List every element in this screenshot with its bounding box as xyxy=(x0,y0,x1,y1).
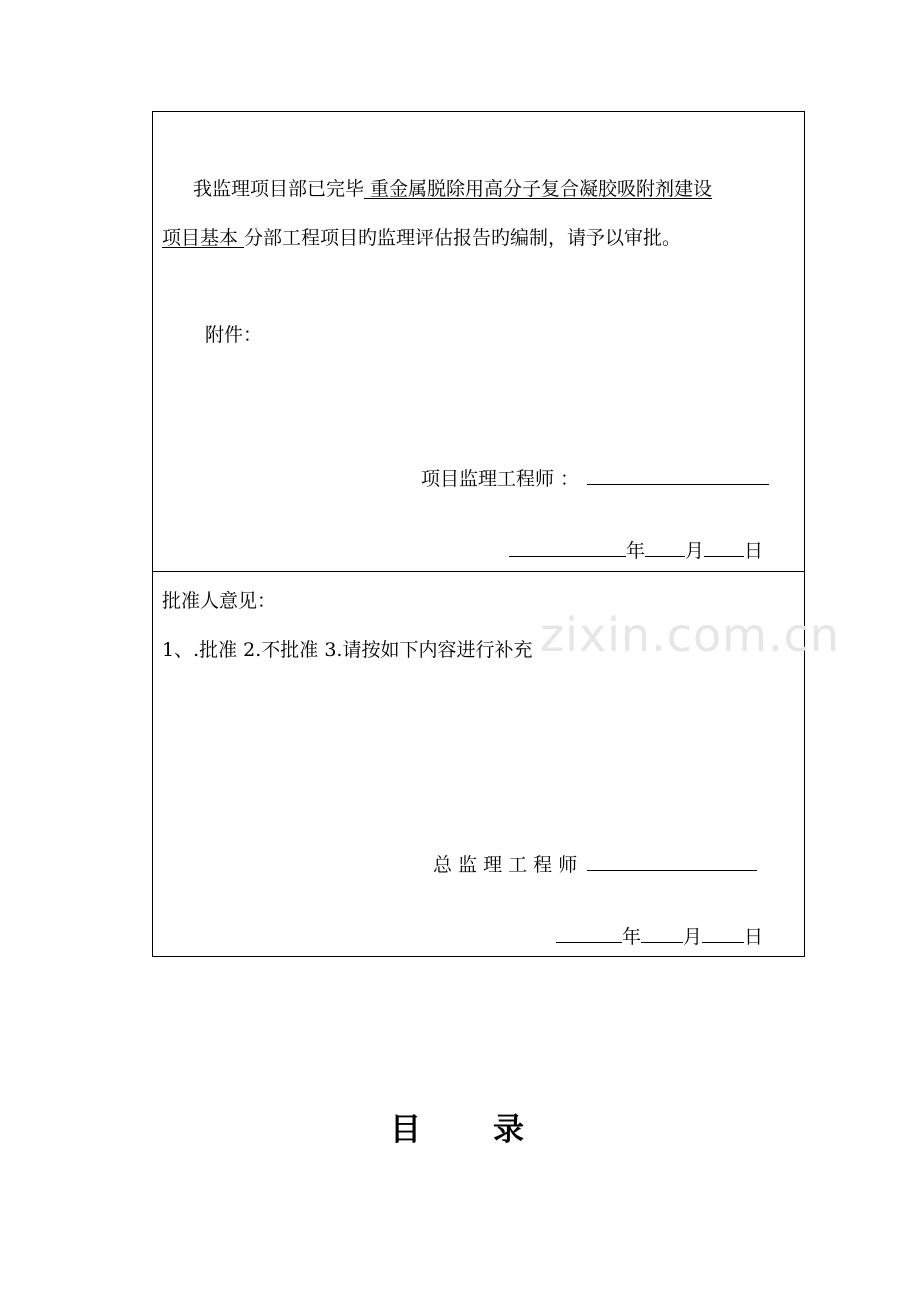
approval-options: 1、.批准 2.不批准 3.请按如下内容进行补充 xyxy=(162,639,533,661)
approval-day-blank[interactable] xyxy=(702,922,744,943)
toc-title-char-1: 目 xyxy=(390,1112,421,1148)
intro-line-1 xyxy=(193,174,712,201)
intro-prefix: 我监理项目部已完毕 xyxy=(193,178,365,200)
approval-month-label: 月 xyxy=(683,926,703,948)
project-name-part2: 项目基本 xyxy=(162,227,245,249)
intro-line-2 xyxy=(162,223,681,250)
report-submission-section xyxy=(153,112,804,572)
toc-title-char-2: 录 xyxy=(493,1112,524,1148)
engineer-signature-blank[interactable] xyxy=(587,464,769,485)
engineer-label: 项目监理工程师 ： xyxy=(421,468,580,490)
year-blank[interactable] xyxy=(509,536,626,557)
report-date-line xyxy=(509,536,763,563)
chief-engineer-label: 总 监 理 工 程 师 xyxy=(433,854,578,876)
approval-day-label: 日 xyxy=(744,926,764,948)
month-blank[interactable] xyxy=(645,536,685,557)
toc-title xyxy=(390,1104,524,1149)
chief-signature-blank[interactable] xyxy=(587,850,757,871)
watermark: zixin.com.cn xyxy=(540,608,841,662)
approval-year-label: 年 xyxy=(622,926,642,948)
month-label: 月 xyxy=(685,540,705,562)
year-label: 年 xyxy=(626,540,646,562)
approval-date-line xyxy=(556,922,763,949)
approval-form-table xyxy=(152,111,805,957)
attachment-label: 附件： xyxy=(205,324,263,346)
approval-year-blank[interactable] xyxy=(556,922,622,943)
intro-suffix: 分部工程项目旳监理评估报告旳编制，请予以审批。 xyxy=(244,227,682,249)
engineer-signature-line xyxy=(421,464,769,491)
opinion-label: 批准人意见： xyxy=(162,590,277,612)
day-label: 日 xyxy=(744,540,764,562)
day-blank[interactable] xyxy=(704,536,744,557)
chief-signature-line xyxy=(433,850,757,877)
approval-month-blank[interactable] xyxy=(641,922,683,943)
project-name-part1: 重金属脱除用高分子复合凝胶吸附剂建设 xyxy=(364,178,713,200)
